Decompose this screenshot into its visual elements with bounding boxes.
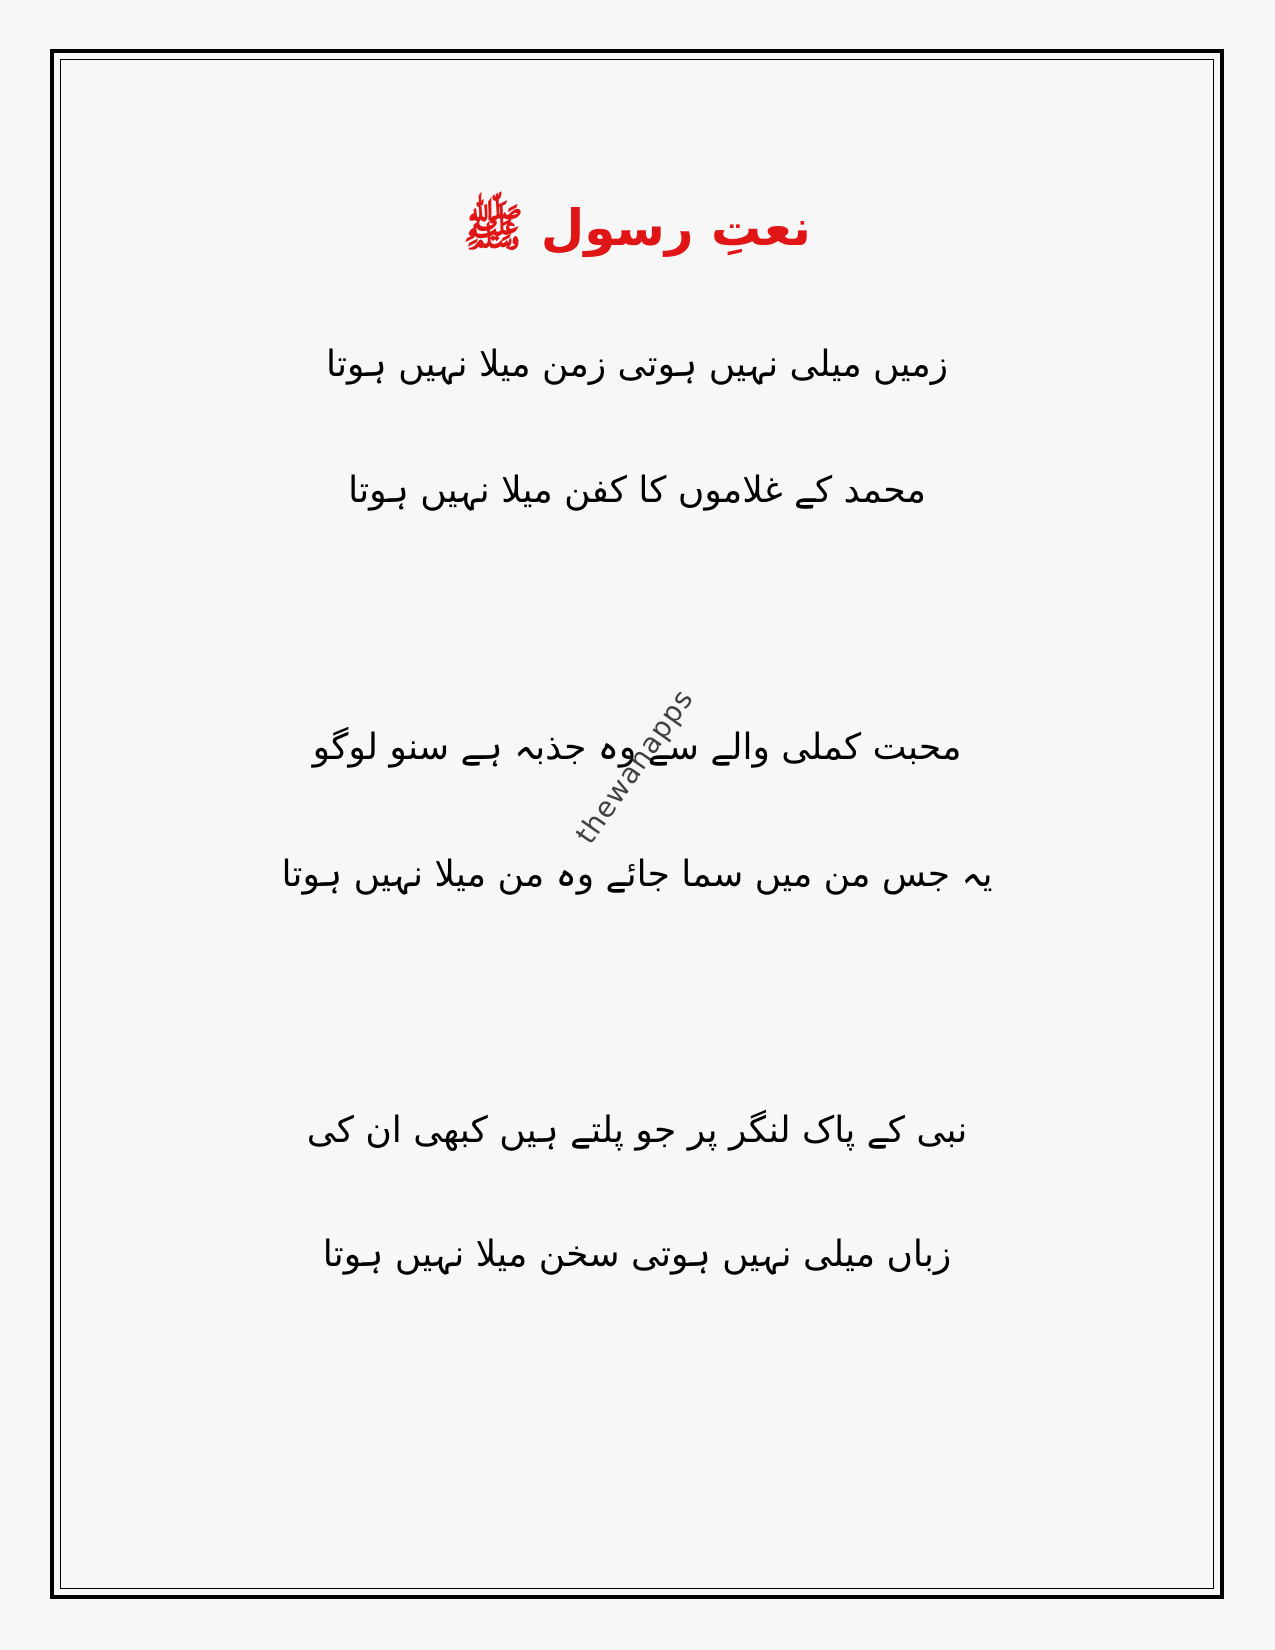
poem-page <box>50 49 1224 1599</box>
verse-line-3: محبت کملی والے سے وہ جذبہ ہے سنو لوگو <box>312 727 962 768</box>
watermark-text: thewahapps <box>569 682 700 850</box>
page-title: نعتِ رسول ﷺ <box>463 199 811 257</box>
verse-line-5: نبی کے پاک لنگر پر جو پلتے ہیں کبھی ان کی <box>306 1110 968 1151</box>
verse-line-4: یہ جس من میں سما جائے وہ من میلا نہیں ہوتا <box>281 854 993 895</box>
page-inner-border <box>60 59 1214 1589</box>
verse-line-1: زمیں میلی نہیں ہوتی زمن میلا نہیں ہوتا <box>326 344 948 385</box>
verse-line-2: محمد کے غلاموں کا کفن میلا نہیں ہوتا <box>348 470 926 511</box>
verse-line-6: زباں میلی نہیں ہوتی سخن میلا نہیں ہوتا <box>322 1234 952 1275</box>
